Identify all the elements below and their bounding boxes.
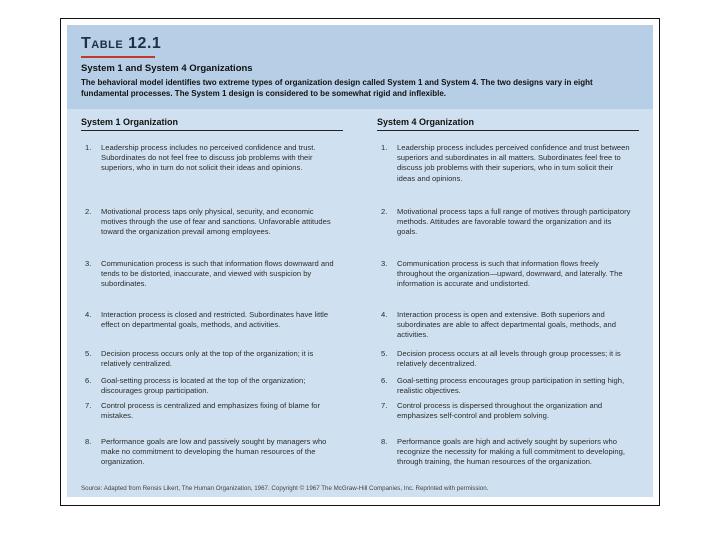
system4-header-rule xyxy=(377,130,639,131)
item-text: Leadership process includes perceived confidence and trust between superiors and subordinates in all matters. Subordinates feel free to discuss job problems with their superiors, who in turn solicit their ideas and opinions. xyxy=(397,143,630,183)
item-text: Communication process is such that information flows downward and tends to be distorted, inaccurate, and viewed with suspicion by subordinates. xyxy=(101,259,334,289)
item-number: 7. xyxy=(85,401,92,410)
table-title: System 1 and System 4 Organizations xyxy=(81,63,253,74)
item-number: 3. xyxy=(85,259,92,268)
item-number: 2. xyxy=(85,207,92,216)
item-text: Interaction process is open and extensive. Both superiors and subordinates are able to affect departmental goals, methods, and activities. xyxy=(397,310,616,340)
item-number: 4. xyxy=(85,310,92,319)
item-number: 7. xyxy=(381,401,388,410)
item-text: Motivational process taps a full range of motives through participatory methods. Attitudes are favorable toward the organization and its goals. xyxy=(397,207,631,237)
title-underline xyxy=(81,56,155,58)
item-number: 5. xyxy=(381,349,388,358)
item-number: 2. xyxy=(381,207,388,216)
table-header-band xyxy=(67,25,653,109)
item-number: 6. xyxy=(381,376,388,385)
item-number: 3. xyxy=(381,259,388,268)
table-caption: The behavioral model identifies two extreme types of organization design called System 1 and System 4. The two designs vary in eight fundamental processes. The System 1 design is considered to be somewhat rigid and inflexible. xyxy=(81,78,593,98)
item-text: Performance goals are low and passively sought by managers who make no commitment to developing the human resources of the organization. xyxy=(101,437,327,467)
item-text: Control process is dispersed throughout the organization and emphasizes self-control and problem solving. xyxy=(397,401,603,421)
item-text: Performance goals are high and actively sought by superiors who recognize the necessity for making a full commitment to developing, through training, the human resources of the organization. xyxy=(397,437,625,467)
slide-frame xyxy=(60,18,660,506)
table-label: Table 12.1 xyxy=(81,35,162,52)
item-text: Motivational process taps only physical, security, and economic motives through the use of fear and sanctions. Unfavorable attitudes toward the organization prevail among employees. xyxy=(101,207,331,237)
item-text: Leadership process includes no perceived confidence and trust. Subordinates do not feel free to discuss job problems with their superiors, who in turn do not solicit their ideas and opinions. xyxy=(101,143,316,173)
item-number: 4. xyxy=(381,310,388,319)
item-text: Interaction process is closed and restricted. Subordinates have little effect on departmental goals, methods, and activities. xyxy=(101,310,329,330)
table-panel xyxy=(67,25,653,497)
item-number: 8. xyxy=(85,437,92,446)
system4-column-header: System 4 Organization xyxy=(377,117,475,127)
item-text: Decision process occurs at all levels through group processes; it is relatively decentralized. xyxy=(397,349,621,369)
system1-header-rule xyxy=(81,130,343,131)
item-number: 5. xyxy=(85,349,92,358)
system1-column-header: System 1 Organization xyxy=(81,117,179,127)
source-note: Source: Adapted from Rensis Likert, The Human Organization, 1967. Copyright © 1967 The McGraw-Hill Companies, Inc. Reprinted with permission. xyxy=(81,485,489,492)
item-text: Communication process is such that information flows freely throughout the organization—upward, downward, and laterally. The information is accurate and undistorted. xyxy=(397,259,623,289)
item-text: Goal-setting process is located at the top of the organization; discourages group participation. xyxy=(101,376,306,396)
item-number: 6. xyxy=(85,376,92,385)
item-text: Goal-setting process encourages group participation in setting high, realistic objectives. xyxy=(397,376,625,396)
item-number: 1. xyxy=(85,143,92,152)
item-number: 8. xyxy=(381,437,388,446)
item-number: 1. xyxy=(381,143,388,152)
item-text: Control process is centralized and emphasizes fixing of blame for mistakes. xyxy=(101,401,321,421)
item-text: Decision process occurs only at the top of the organization; it is relatively centralized. xyxy=(101,349,314,369)
